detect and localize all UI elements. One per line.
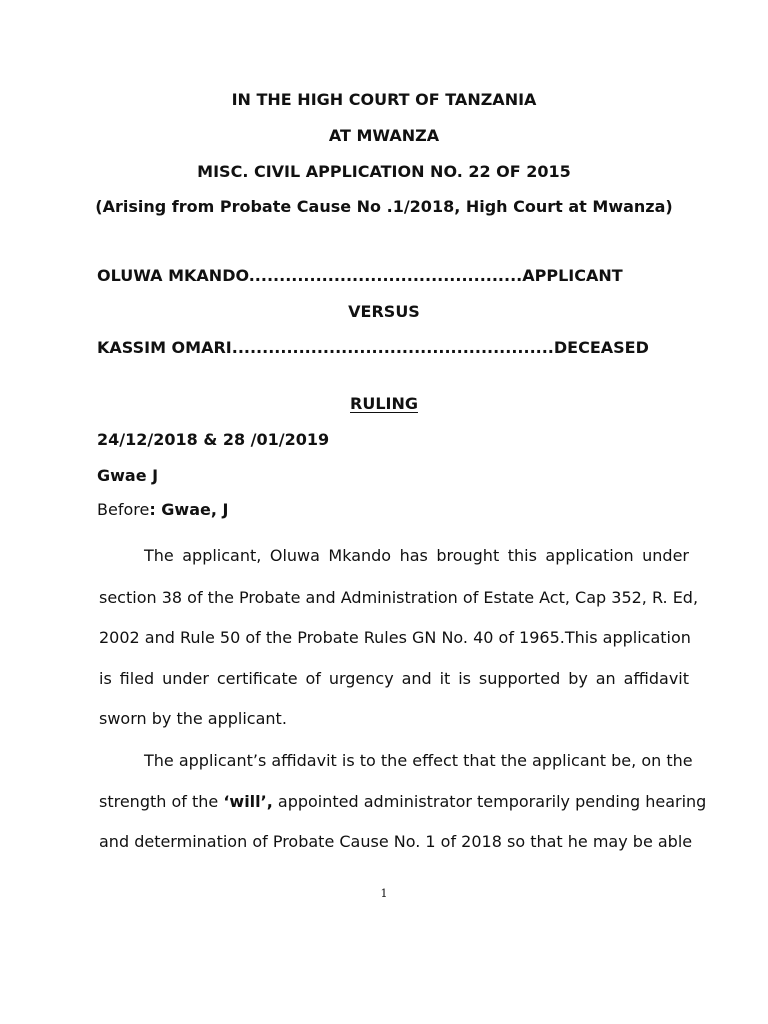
- ruling-heading-text: RULING: [350, 394, 418, 413]
- paragraph-1-line-3: 2002 and Rule 50 of the Probate Rules GN No. 40 of 1965.This application: [99, 628, 691, 647]
- page-number: 1: [380, 887, 388, 900]
- paragraph-1-line-1: The applicant, Oluwa Mkando has brought this application under: [144, 546, 689, 565]
- paragraph-2-line-3: and determination of Probate Cause No. 1 of 2018 so that he may be able: [99, 832, 693, 851]
- case-number: MISC. CIVIL APPLICATION NO. 22 OF 2015: [197, 162, 571, 181]
- p2-line2-pre: strength of the: [99, 792, 224, 811]
- paragraph-1-line-2: section 38 of the Probate and Administration of Estate Act, Cap 352, R. Ed,: [99, 588, 699, 607]
- p2-line2-post: appointed administrator temporarily pending hearing: [272, 792, 707, 811]
- arising-from: (Arising from Probate Cause No .1/2018, High Court at Mwanza): [95, 197, 673, 216]
- paragraph-1-line-4: is filed under certificate of urgency and it is supported by an affidavit: [99, 669, 689, 688]
- paragraph-2-line-2: [99, 792, 707, 812]
- before-line: [97, 500, 228, 520]
- ruling-dates: 24/12/2018 & 28 /01/2019: [97, 430, 330, 449]
- court-location: AT MWANZA: [328, 126, 440, 145]
- before-label: Before: [97, 500, 150, 519]
- will-term: ‘will’,: [223, 792, 273, 811]
- applicant-line: OLUWA MKANDO.............................................APPLICANT: [97, 266, 623, 285]
- versus-label: VERSUS: [348, 302, 420, 321]
- court-title: IN THE HIGH COURT OF TANZANIA: [231, 90, 537, 109]
- ruling-heading: [0, 394, 768, 414]
- judge-name: Gwae J: [97, 466, 159, 485]
- before-value: : Gwae, J: [149, 500, 229, 519]
- paragraph-2-line-1: The applicant’s affidavit is to the effect that the applicant be, on the: [144, 751, 693, 770]
- respondent-line: KASSIM OMARI.....................................................DECEASED: [97, 338, 649, 357]
- paragraph-1-line-5: sworn by the applicant.: [99, 709, 287, 728]
